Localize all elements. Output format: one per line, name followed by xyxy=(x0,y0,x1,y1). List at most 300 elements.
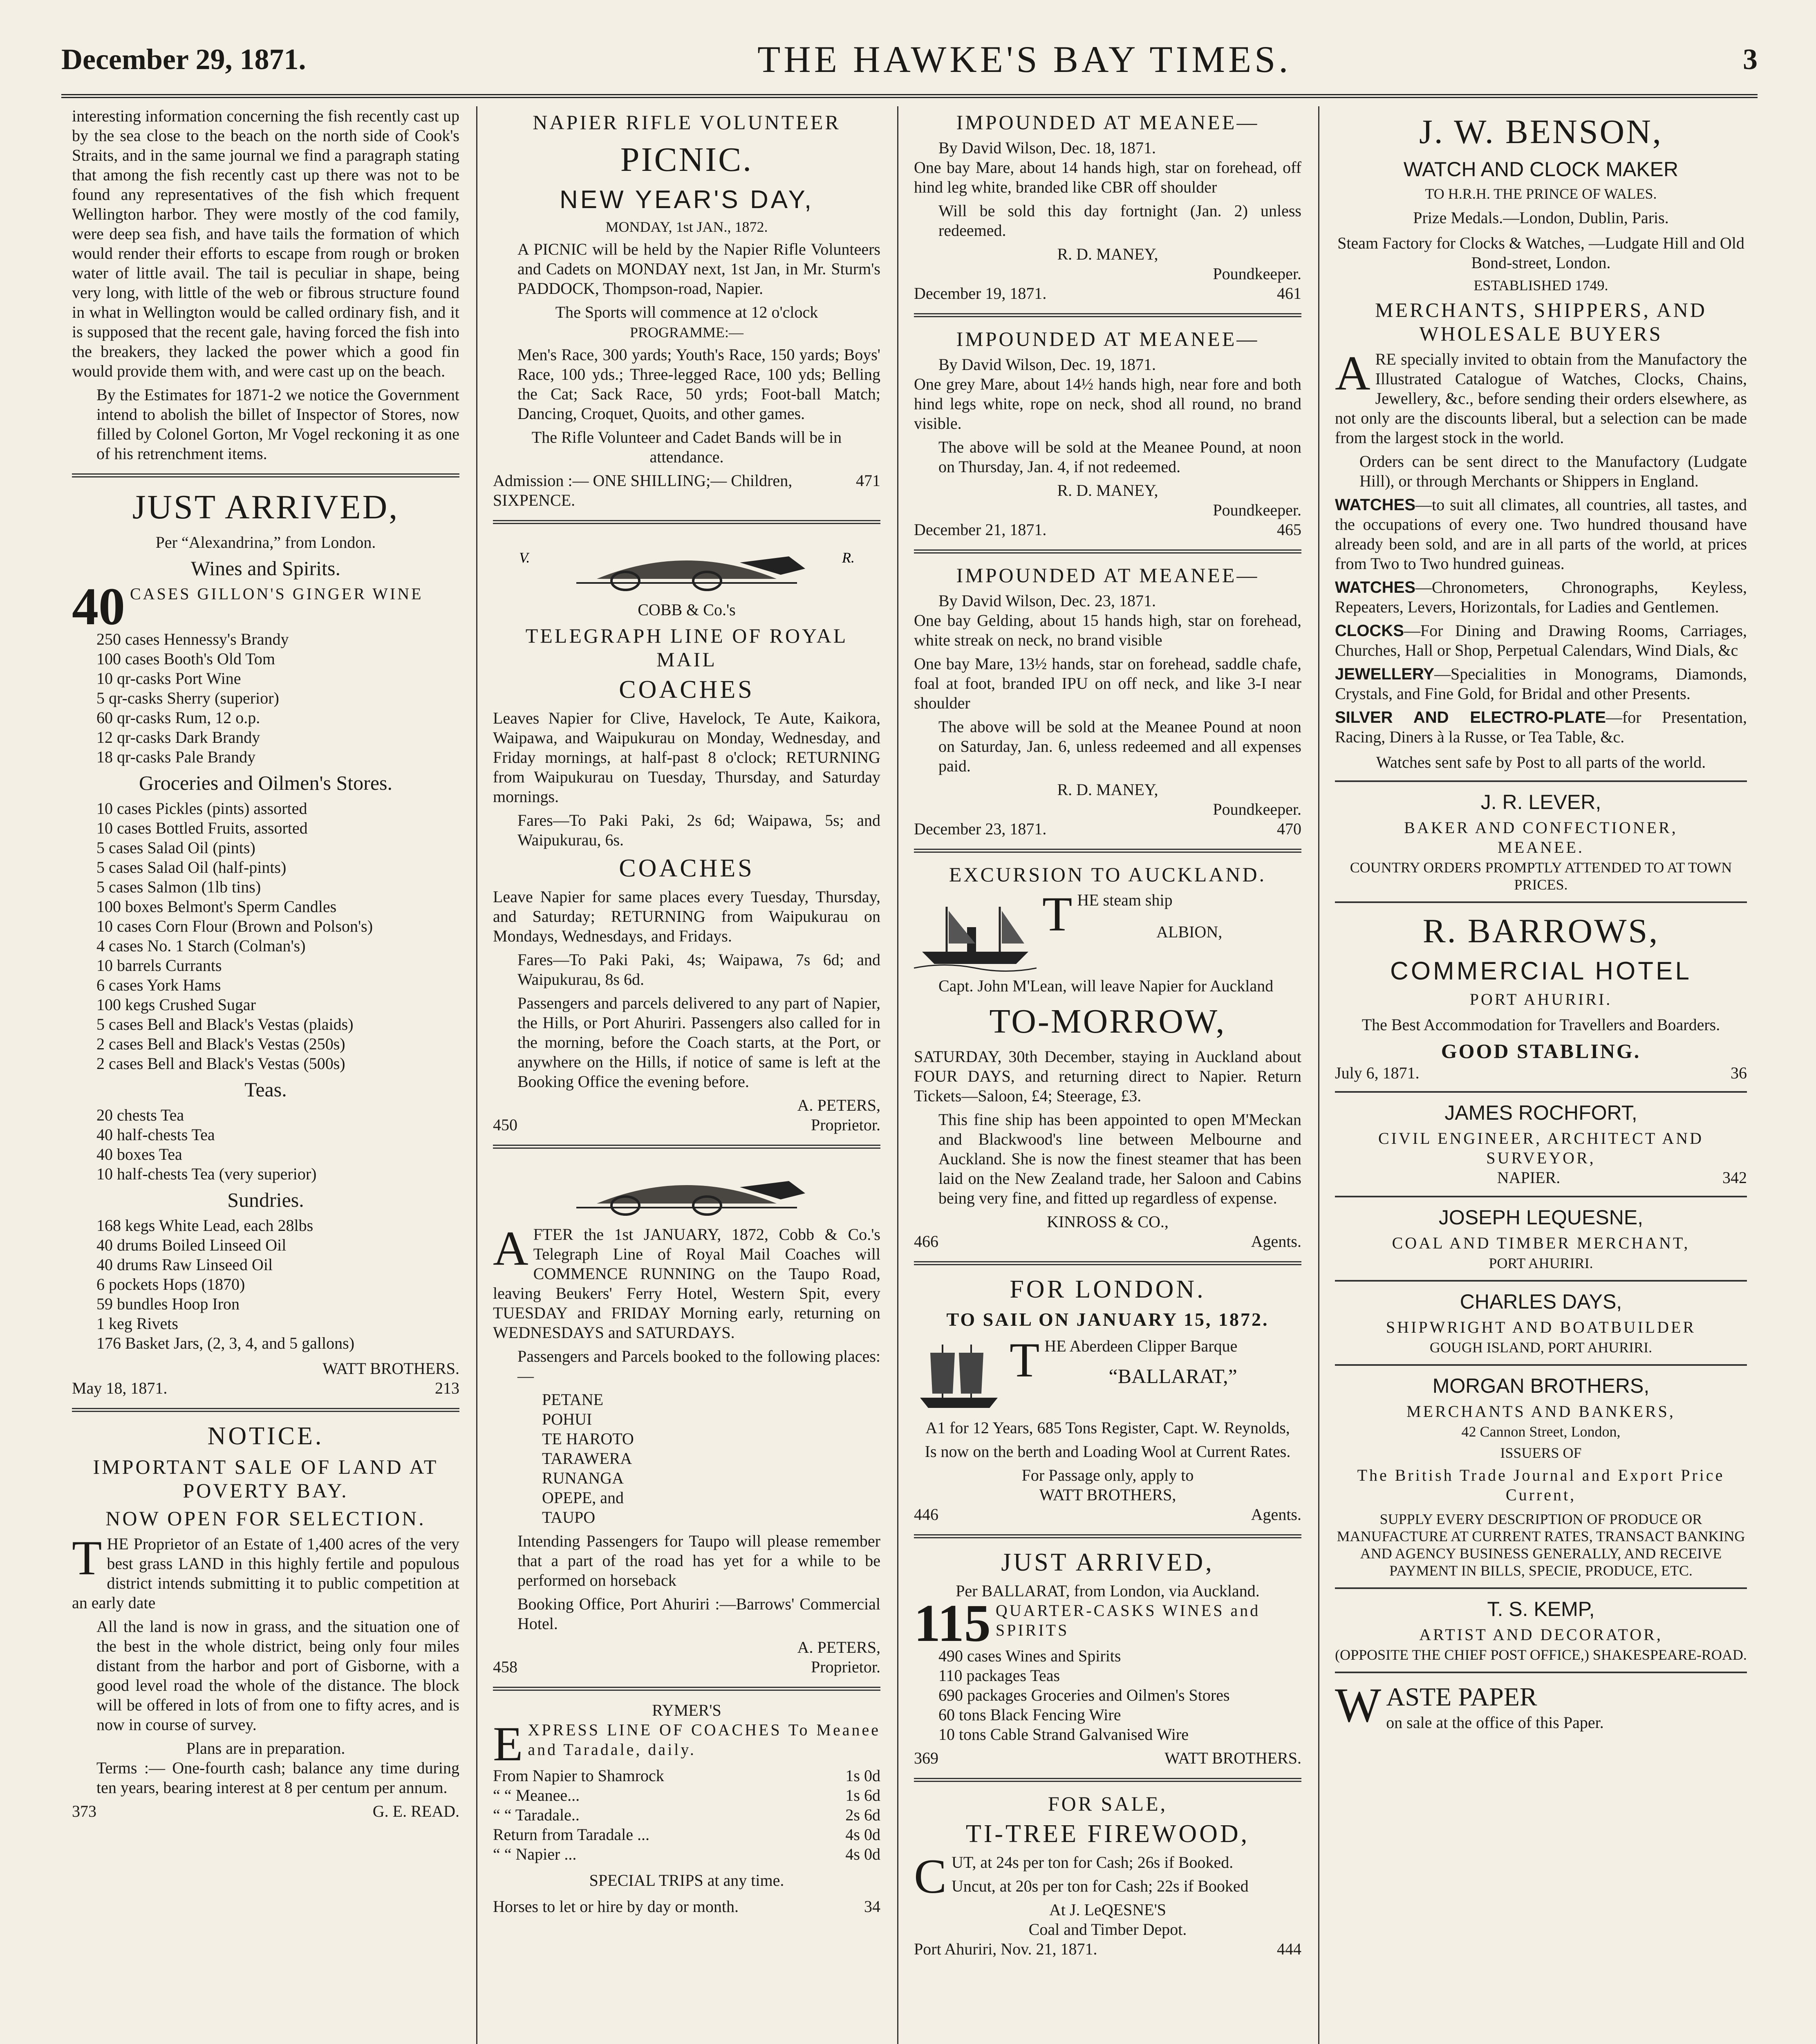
taupo-coach-ad xyxy=(493,1159,880,1677)
sail-date: TO SAIL ON JANUARY 15, 1872. xyxy=(946,1309,1269,1330)
fare-price: 4s 0d xyxy=(845,1845,880,1863)
notice-by: By David Wilson, Dec. 19, 1871. xyxy=(938,355,1156,374)
notice-footer xyxy=(914,520,1301,540)
morgan-ad xyxy=(1335,1374,1747,1579)
ad-paragraph: A PICNIC will be held by the Napier Rifle Volunteers and Cadets on MONDAY next, 1st Jan, in Mr. Sturm's PADDOCK, Thompson-road, Napier. xyxy=(517,240,880,298)
ad-footer xyxy=(493,471,880,510)
notice-keeper: Poundkeeper. xyxy=(1213,264,1301,283)
product-item xyxy=(1335,621,1747,660)
ad-captain: Capt. John M'Lean, will leave Napier for Auckland xyxy=(938,977,1274,995)
clipper-woodcut xyxy=(914,1336,1004,1418)
divider xyxy=(914,313,1301,317)
list-item: 1 keg Rivets xyxy=(96,1314,178,1333)
ad-signature: A. PETERS, xyxy=(797,1638,880,1656)
ad-agents: Agents. xyxy=(1251,1232,1301,1251)
product-name: WATCHES xyxy=(1335,578,1416,596)
notice-title: IMPOUNDED AT MEANEE— xyxy=(956,111,1259,134)
drop-cap: W xyxy=(1335,1678,1382,1732)
list-item: 18 qr-casks Pale Brandy xyxy=(96,747,256,766)
company-name: COBB & Co.'s xyxy=(638,601,736,619)
groceries-list xyxy=(72,799,459,1074)
masthead xyxy=(61,25,1758,98)
ad-title: FOR LONDON. xyxy=(1010,1275,1206,1303)
fare-price: 4s 0d xyxy=(845,1825,880,1844)
ad-paragraph: Is now on the berth and Loading Wool at Current Rates. xyxy=(925,1442,1291,1461)
fare-route: “ “ Napier ... xyxy=(493,1845,577,1863)
lead-text: QUARTER-CASKS WINES and SPIRITS xyxy=(995,1601,1261,1640)
notice-terms: Terms :— One-fourth cash; balance any time during ten years, bearing interest at 8 per centum per annum. xyxy=(96,1758,459,1797)
ad-day: NEW YEAR'S DAY, xyxy=(559,186,814,214)
notice-plans: Plans are in preparation. xyxy=(186,1739,345,1757)
fare-route: “ “ Taradale.. xyxy=(493,1806,580,1824)
impounded-notice-2 xyxy=(914,327,1301,540)
places-list xyxy=(493,1390,880,1527)
ad-line: HE steam ship xyxy=(1077,891,1173,909)
divider xyxy=(914,849,1301,853)
divider xyxy=(493,520,880,524)
ad-signature: WATT BROTHERS. xyxy=(1164,1748,1301,1767)
ad-line: XPRESS LINE OF COACHES To Meanee and Taradale, daily. xyxy=(528,1721,880,1759)
list-item: 6 pockets Hops (1870) xyxy=(96,1275,245,1293)
divider xyxy=(1335,1280,1747,1282)
notice-paragraph: HE Proprietor of an Estate of 1,400 acres of the very best grass LAND in this highly fertile and populous district intends submitting it to public competition at an early date xyxy=(72,1534,459,1612)
coaches-heading: COACHES xyxy=(619,676,755,704)
notice-paragraph: The above will be sold at the Meanee Pound at noon on Saturday, Jan. 6, unless redeemed and all expenses paid. xyxy=(938,717,1301,775)
fare-route: Return from Taradale ... xyxy=(493,1825,649,1844)
list-item: 2 cases Bell and Black's Vestas (250s) xyxy=(96,1034,345,1053)
list-item: 100 cases Booth's Old Tom xyxy=(96,649,275,668)
notice-signature: R. D. MANEY, xyxy=(1057,245,1158,263)
column-rule xyxy=(476,106,477,2044)
ad-title: NAPIER RIFLE VOLUNTEER xyxy=(533,111,841,134)
section-heading: Sundries. xyxy=(227,1188,304,1211)
page-number: 3 xyxy=(1743,43,1758,76)
fare-route: “ “ Meanee... xyxy=(493,1786,580,1804)
ad-footer xyxy=(493,1657,880,1677)
ad-trade: BAKER AND CONFECTIONER, xyxy=(1404,818,1678,837)
product-item xyxy=(1335,664,1747,704)
fare-row xyxy=(493,1845,880,1864)
ad-number: 458 xyxy=(493,1658,517,1676)
divider xyxy=(1335,1587,1747,1589)
ad-note: COUNTRY ORDERS PROMPTLY ATTENDED TO AT TOWN PRICES. xyxy=(1350,859,1732,893)
ad-paragraph: SATURDAY, 30th December, staying in Auckland about FOUR DAYS, and returning direct to Napier. Return Tickets—Saloon, £4; Steerage, £3. xyxy=(914,1047,1301,1105)
ad-number: 213 xyxy=(435,1378,459,1397)
impounded-notice-1 xyxy=(914,110,1301,303)
divider xyxy=(914,549,1301,554)
ad-number: 34 xyxy=(864,1897,880,1916)
columns xyxy=(61,106,1758,2044)
ad-place: PORT AHURIRI. xyxy=(1489,1255,1593,1271)
ad-line: HE Aberdeen Clipper Barque xyxy=(1044,1337,1238,1356)
ad-depot: Coal and Timber Depot. xyxy=(1028,1920,1187,1939)
rymer-coaches-ad xyxy=(493,1701,880,1916)
article-paragraph: interesting information concerning the fish recently cast up by the sea close to the beach on the north side of Cook's Straits, and in the same journal we find a paragraph stating that among the fish recently cast up there was not to be found any representatives of the fish which frequent Wellington harbor. They were mostly of the cod family, were deep sea fish, and have tails the formation of which would render their efforts to escape from rough or broken water of little avail. The tail is peculiar in shape, being very long, with little of the web or fibrous structure found in what in Wellington would be called ordinary fish, and it is supposed that the recent gale, having forced the fish into the breakers, they lacked the power which a good fin would provide them with, and were cast up on the beach. xyxy=(72,107,459,380)
notice-date: December 21, 1871. xyxy=(914,520,1047,539)
cut-letter-v: V. xyxy=(519,549,530,566)
article-paragraph: By the Estimates for 1871-2 we notice the Government intend to abolish the billet of Inspector of Stores, now filled by Colonel Gorton, Mr Vogel reckoning it as one of his retrenchment items. xyxy=(96,385,459,463)
notice-number: 470 xyxy=(1277,820,1301,838)
place-item: OPEPE, and xyxy=(542,1488,624,1507)
ad-fares: Fares—To Paki Paki, 4s; Waipawa, 7s 6d; and Waipukurau, 8s 6d. xyxy=(517,950,880,988)
days-ad xyxy=(1335,1290,1747,1356)
list-item: 10 cases Pickles (pints) assorted xyxy=(96,799,307,818)
drop-cap: T xyxy=(1010,1336,1040,1387)
ad-title: ASTE PAPER xyxy=(1386,1682,1537,1711)
ad-subtitle: Per BALLARAT, from London, via Auckland. xyxy=(956,1582,1260,1600)
ad-heading: PICNIC. xyxy=(620,141,753,179)
coaches-heading: COACHES xyxy=(619,854,755,882)
ad-paragraph: Passengers and parcels delivered to any part of Napier, the Hills, or Port Ahuriri. Passengers also called for in the morning, before the Coach starts, at the Port, or anywhere on the Hills, if notice of same is left at the Booking Office the evening before. xyxy=(517,994,880,1091)
notice-date: December 23, 1871. xyxy=(914,820,1047,838)
ad-apply: For Passage only, apply to xyxy=(1021,1466,1194,1485)
ad-name: CHARLES DAYS, xyxy=(1460,1290,1622,1313)
list-item: 100 boxes Belmont's Sperm Candles xyxy=(96,897,337,916)
ad-place: MEANEE. xyxy=(1498,838,1584,856)
ad-footer xyxy=(914,1748,1301,1768)
ship-block xyxy=(914,890,1301,976)
wines-lead xyxy=(72,584,459,630)
ad-number: 446 xyxy=(914,1505,938,1524)
divider xyxy=(1335,901,1747,903)
notice-subtitle: IMPORTANT SALE OF LAND AT POVERTY BAY. xyxy=(93,1455,439,1502)
ship-name: ALBION, xyxy=(1156,923,1223,941)
list-item: 5 cases Salad Oil (pints) xyxy=(96,838,255,857)
line-name: TELEGRAPH LINE OF ROYAL MAIL xyxy=(525,624,848,671)
cargo-list xyxy=(914,1646,1301,1744)
notice-footer xyxy=(72,1802,459,1821)
ad-trade: COAL AND TIMBER MERCHANT, xyxy=(1392,1234,1690,1252)
column-rule xyxy=(897,106,898,2044)
product-name: JEWELLERY xyxy=(1335,665,1434,683)
notice-paragraph: One bay Mare, about 14 hands high, star on forehead, off hind leg white, branded like CBR off shoulder xyxy=(914,158,1301,196)
teas-list xyxy=(72,1105,459,1184)
ad-name: T. S. KEMP, xyxy=(1487,1598,1595,1620)
ad-footer xyxy=(1335,1168,1747,1188)
column-2 xyxy=(482,106,891,2044)
ad-paragraph: A1 for 12 Years, 685 Tons Register, Capt. W. Reynolds, xyxy=(925,1419,1290,1437)
ad-paragraph: Intending Passengers for Taupo will please remember that a part of the road has yet for a while to be performed on horseback xyxy=(517,1532,880,1589)
notice-signature: G. E. READ. xyxy=(372,1802,459,1820)
issue-date: December 29, 1871. xyxy=(61,43,306,76)
list-item: 40 drums Raw Linseed Oil xyxy=(96,1255,273,1274)
ballarat-cargo-ad xyxy=(914,1548,1301,1768)
drop-cap: A xyxy=(493,1221,528,1275)
ad-title: JUST ARRIVED, xyxy=(132,488,399,526)
notice-title: IMPOUNDED AT MEANEE— xyxy=(956,564,1259,587)
list-item: 490 cases Wines and Spirits xyxy=(938,1646,1121,1665)
ad-established: ESTABLISHED 1749. xyxy=(1473,277,1608,294)
ad-paragraph: Orders can be sent direct to the Manufactory (Ludgate Hill), or through Merchants or Shippers in England. xyxy=(1359,452,1747,490)
ad-trade: SHIPWRIGHT AND BOATBUILDER xyxy=(1386,1318,1696,1336)
list-item: 60 qr-casks Rum, 12 o.p. xyxy=(96,708,260,727)
list-item: 40 drums Boiled Linseed Oil xyxy=(96,1235,287,1254)
ad-admission: Admission :— ONE SHILLING;— Children, SIXPENCE. xyxy=(493,471,793,509)
steamship-illustration xyxy=(914,890,1037,976)
coach-woodcut xyxy=(493,1159,880,1220)
ad-signature-title: Proprietor. xyxy=(811,1116,880,1134)
fare-row xyxy=(493,1766,880,1786)
ad-number: 444 xyxy=(1277,1939,1301,1958)
ad-footer xyxy=(72,1378,459,1398)
notice-paragraph: Will be sold this day fortnight (Jan. 2) unless redeemed. xyxy=(938,202,1301,240)
ad-tail: on sale at the office of this Paper. xyxy=(1386,1713,1604,1732)
place-item: POHUI xyxy=(542,1410,592,1428)
ad-trade: ARTIST AND DECORATOR, xyxy=(1419,1625,1663,1644)
ad-medals: Prize Medals.—London, Dublin, Paris. xyxy=(1413,208,1669,227)
product-name: SILVER AND ELECTRO-PLATE xyxy=(1335,708,1606,726)
drop-cap: E xyxy=(493,1717,523,1771)
ad-paragraph: This fine ship has been appointed to open M'Meckan and Blackwood's line between Melbourne and Auckland. She is now the finest steamer that has been laid on the New Zealand trade, her Saloon and Cabins being very fine, and fitted up regardless of expense. xyxy=(938,1110,1301,1207)
ad-number: 36 xyxy=(1731,1064,1747,1082)
section-heading: Teas. xyxy=(244,1078,287,1101)
list-item: 40 boxes Tea xyxy=(96,1145,182,1163)
lead-number: 115 xyxy=(914,1601,991,1646)
ad-sports: The Sports will commence at 12 o'clock xyxy=(555,303,818,321)
special-trips: SPECIAL TRIPS at any time. xyxy=(589,1871,784,1889)
list-item: 60 tons Black Fencing Wire xyxy=(938,1705,1121,1724)
place-item: TARAWERA xyxy=(542,1449,632,1468)
column-3 xyxy=(903,106,1312,2044)
ad-stabling: GOOD STABLING. xyxy=(1441,1040,1641,1062)
ad-title: RYMER'S xyxy=(652,1701,721,1719)
notice-subtitle: NOW OPEN FOR SELECTION. xyxy=(105,1506,426,1530)
notice-number: 465 xyxy=(1277,520,1301,539)
notice-by: By David Wilson, Dec. 18, 1871. xyxy=(938,139,1156,157)
product-description: —for Presentation, Racing, Diners à la Russe, or Tea Table, &c. xyxy=(1335,708,1747,746)
ad-signature-title: Proprietor. xyxy=(811,1658,880,1676)
ad-title: EXCURSION TO AUCKLAND. xyxy=(949,863,1267,886)
product-item xyxy=(1335,495,1747,574)
product-name: CLOCKS xyxy=(1335,622,1404,640)
drop-cap: A xyxy=(1335,346,1370,400)
divider xyxy=(72,473,459,477)
list-item: 59 bundles Hoop Iron xyxy=(96,1294,240,1313)
divider xyxy=(1335,780,1747,782)
notice-by: By David Wilson, Dec. 23, 1871. xyxy=(938,592,1156,610)
news-article xyxy=(72,106,459,464)
ad-name: R. BARROWS, xyxy=(1422,912,1659,950)
impounded-notice-3 xyxy=(914,563,1301,839)
ad-name: J. R. LEVER, xyxy=(1480,791,1601,814)
ad-paragraph: Leave Napier for same places every Tuesday, Thursday, and Saturday; RETURNING from Waipukurau on Mondays, Wednesdays, and Fridays. xyxy=(493,888,880,945)
product-description: —For Dining and Drawing Rooms, Carriages, Churches, Hall or Shop, Perpetual Calendars, Wind Dials, &c xyxy=(1335,621,1747,659)
firewood-ad xyxy=(914,1792,1301,1959)
place-item: PETANE xyxy=(542,1390,604,1409)
list-item: 168 kegs White Lead, each 28lbs xyxy=(96,1216,313,1235)
product-list xyxy=(1335,495,1747,747)
column-rule xyxy=(1318,106,1319,2044)
ad-signature: WATT BROTHERS. xyxy=(322,1359,459,1378)
ad-hotel: COMMERCIAL HOTEL xyxy=(1390,957,1692,985)
ad-number: 466 xyxy=(914,1232,938,1251)
cobb-coaches-ad xyxy=(493,534,880,1135)
ad-trade: CIVIL ENGINEER, ARCHITECT AND SURVEYOR, xyxy=(1378,1129,1704,1167)
ad-footer xyxy=(914,1232,1301,1251)
ad-place: NAPIER. xyxy=(1497,1168,1561,1187)
waste-paper-ad xyxy=(1335,1678,1747,1732)
ad-place: GOUGH ISLAND, PORT AHURIRI. xyxy=(1429,1339,1653,1356)
rochfort-ad xyxy=(1335,1101,1747,1188)
ad-title: FOR SALE, xyxy=(1048,1792,1168,1815)
fare-row xyxy=(493,1805,880,1825)
ad-date: MONDAY, 1st JAN., 1872. xyxy=(605,219,768,235)
product-name: WATCHES xyxy=(1335,496,1416,514)
divider xyxy=(914,1778,1301,1782)
lead-text: CASES GILLON'S GINGER WINE xyxy=(130,585,423,603)
ad-signature: A. PETERS, xyxy=(797,1096,880,1114)
fare-row xyxy=(493,1786,880,1805)
section-heading: Groceries and Oilmen's Stores. xyxy=(139,771,392,794)
notice-keeper: Poundkeeper. xyxy=(1213,501,1301,519)
ad-footer xyxy=(493,1115,880,1135)
ad-date: Port Ahuriri, Nov. 21, 1871. xyxy=(914,1939,1097,1958)
ad-footer xyxy=(914,1505,1301,1524)
ad-heading: TO-MORROW, xyxy=(989,1002,1226,1040)
watt-brothers-ad xyxy=(72,487,459,1398)
ad-fares: Fares—To Paki Paki, 2s 6d; Waipawa, 5s; and Waipukurau, 6s. xyxy=(517,811,880,849)
drop-cap: C xyxy=(914,1849,947,1903)
divider xyxy=(72,1408,459,1412)
list-item: 5 cases Salmon (1lb tins) xyxy=(96,877,261,896)
auckland-excursion-ad xyxy=(914,863,1301,1251)
notice-paragraph: One bay Mare, 13½ hands, star on forehead, saddle chafe, foal at foot, branded IPU on off neck, and like 3-I near shoulder xyxy=(914,654,1301,712)
product-description: —Chronometers, Chronographs, Keyless, Repeaters, Levers, Horizontals, for Ladies and Gentlemen. xyxy=(1335,578,1747,616)
place-item: TE HAROTO xyxy=(542,1430,634,1448)
ad-date: July 6, 1871. xyxy=(1335,1064,1420,1082)
newspaper-title: THE HAWKE'S BAY TIMES. xyxy=(757,38,1292,80)
list-item: 20 chests Tea xyxy=(96,1105,184,1124)
fares-table xyxy=(493,1766,880,1864)
notice-date: December 19, 1871. xyxy=(914,284,1047,303)
ad-paragraph: UT, at 24s per ton for Cash; 26s if Booked. xyxy=(952,1853,1234,1871)
ad-address: (OPPOSITE THE CHIEF POST OFFICE,) SHAKESPEARE-ROAD. xyxy=(1335,1647,1747,1663)
notice-number: 373 xyxy=(72,1802,96,1820)
fare-price: 1s 0d xyxy=(845,1766,880,1785)
ad-paragraph: Uncut, at 20s per ton for Cash; 22s if Booked xyxy=(952,1876,1249,1895)
barrows-ad xyxy=(1335,911,1747,1083)
ad-subheading: MERCHANTS, SHIPPERS, AND WHOLESALE BUYERS xyxy=(1375,298,1707,345)
ad-paragraph: RE specially invited to obtain from the Manufactory the Illustrated Catalogue of Watches, Clocks, Chains, Jewellery, &c., before sending their orders elsewhere, as not only are the discounts liberal, but a selection can be made from the largest stock in the world. xyxy=(1335,350,1747,447)
drop-cap: T xyxy=(1042,890,1073,941)
fare-route: From Napier to Shamrock xyxy=(493,1766,664,1785)
ad-factory: Steam Factory for Clocks & Watches, —Ludgate Hill and Old Bond-street, London. xyxy=(1337,234,1744,272)
product-description: —to suit all climates, all countries, all tastes, and the occupations of every one. Two hundred thousand have already been sold, and are in all parts of the world, at prices from Two to Two hundred guineas. xyxy=(1335,495,1747,573)
notice-paragraph: The above will be sold at the Meanee Pound, at noon on Thursday, Jan. 4, if not redeemed. xyxy=(938,438,1301,476)
clipper-illustration xyxy=(914,1336,1004,1418)
land-sale-notice xyxy=(72,1422,459,1821)
ad-name: JAMES ROCHFORT, xyxy=(1444,1101,1637,1124)
ad-paragraph: Leaves Napier for Clive, Havelock, Te Aute, Kaikora, Waipawa, and Waipukurau on Monday, Wednesday, and Friday mornings, at half-past 8 o'clock; RETURNING from Waipukurau on Tuesday, Thursday, and Saturday mornings. xyxy=(493,709,880,806)
ad-at: At J. LeQESNE'S xyxy=(1049,1900,1167,1919)
divider xyxy=(914,1534,1301,1538)
divider xyxy=(1335,1196,1747,1197)
divider xyxy=(493,1145,880,1149)
notice-signature: R. D. MANEY, xyxy=(1057,780,1158,799)
ad-title: JUST ARRIVED, xyxy=(1001,1549,1214,1577)
ship-block xyxy=(914,1336,1301,1418)
horses-line: Horses to let or hire by day or month. xyxy=(493,1897,739,1916)
notice-title: NOTICE. xyxy=(207,1422,324,1450)
list-item: 12 qr-casks Dark Brandy xyxy=(96,728,260,746)
picnic-ad xyxy=(493,110,880,510)
ad-title: J. W. BENSON, xyxy=(1419,113,1663,151)
list-item: 10 barrels Currants xyxy=(96,956,222,975)
notice-footer xyxy=(914,819,1301,839)
notice-footer xyxy=(914,284,1301,303)
coach-illustration xyxy=(493,534,880,595)
ad-paragraph: The Best Accommodation for Travellers and Boarders. xyxy=(1361,1015,1720,1034)
ad-footer xyxy=(493,1897,880,1916)
divider xyxy=(1335,1364,1747,1366)
place-item: TAUPO xyxy=(542,1508,596,1526)
ad-paragraph: Men's Race, 300 yards; Youth's Race, 150 yards; Boys' Race, 100 yds.; Three-legged Race, 100 yds; Belling the Cat; Sack Race, 50 yrds; Foot-ball Match; Dancing, Croquet, Quoits, and other games. xyxy=(517,345,880,423)
divider xyxy=(493,1687,880,1691)
benson-ad xyxy=(1335,112,1747,772)
divider xyxy=(1335,1672,1747,1673)
list-item: 10 half-chests Tea (very superior) xyxy=(96,1164,317,1183)
list-item: 10 cases Bottled Fruits, assorted xyxy=(96,818,308,837)
ad-trade: MERCHANTS AND BANKERS, xyxy=(1406,1402,1675,1421)
notice-number: 461 xyxy=(1277,284,1301,303)
london-sailing-ad xyxy=(914,1275,1301,1524)
ad-address: 42 Cannon Street, London, xyxy=(1461,1423,1621,1440)
list-item: 10 tons Cable Strand Galvanised Wire xyxy=(938,1725,1189,1744)
ad-signature: KINROSS & CO., xyxy=(1047,1213,1169,1231)
ad-paragraph: Passengers and Parcels booked to the following places:— xyxy=(517,1347,880,1385)
fare-row xyxy=(493,1825,880,1845)
ad-journal: The British Trade Journal and Export Price Current, xyxy=(1357,1466,1725,1504)
kemp-ad xyxy=(1335,1597,1747,1663)
column-4 xyxy=(1324,106,1758,2044)
ad-warrant: TO H.R.H. THE PRINCE OF WALES. xyxy=(1425,186,1657,202)
lead-number: 40 xyxy=(72,584,125,630)
ad-name: JOSEPH LEQUESNE, xyxy=(1438,1206,1644,1229)
notice-paragraph: One bay Gelding, about 15 hands high, star on forehead, white streak on neck, no brand visible xyxy=(914,611,1301,649)
sundries-list xyxy=(72,1216,459,1353)
ad-paragraph: FTER the 1st JANUARY, 1872, Cobb & Co.'s Telegraph Line of Royal Mail Coaches will COMMENCE RUNNING on the Taupo Road, leaving Beukers' Ferry Hotel, Western Spit, every TUESDAY and FRIDAY Morning early, returning on WEDNESDAYS and SATURDAYS. xyxy=(493,1225,880,1342)
ad-number: 471 xyxy=(856,471,880,490)
list-item: 4 cases No. 1 Starch (Colman's) xyxy=(96,936,306,955)
ad-number: 369 xyxy=(914,1748,938,1767)
fare-price: 2s 6d xyxy=(845,1806,880,1824)
list-item: 2 cases Bell and Black's Vestas (500s) xyxy=(96,1054,345,1073)
list-item: 40 half-chests Tea xyxy=(96,1125,215,1144)
list-item: 10 qr-casks Port Wine xyxy=(96,669,241,688)
ad-signature: WATT BROTHERS, xyxy=(1039,1486,1176,1504)
notice-title: IMPOUNDED AT MEANEE— xyxy=(956,327,1259,350)
cargo-lead xyxy=(914,1601,1301,1646)
product-description: —Specialities in Monograms, Diamonds, Crystals, and Fine Gold, for Bridal and other Presents. xyxy=(1335,665,1747,703)
fare-price: 1s 6d xyxy=(845,1786,880,1804)
coach-illustration-2 xyxy=(493,1159,880,1220)
ad-services: SUPPLY EVERY DESCRIPTION OF PRODUCE OR MANUFACTURE AT CURRENT RATES, TRANSACT BANKING AND AGENCY BUSINESS GENERALLY, AND RECEIVE PAYMENT IN BILLS, SPECIE, PRODUCE, ETC. xyxy=(1337,1511,1745,1579)
ad-name: MORGAN BROTHERS, xyxy=(1432,1374,1650,1397)
list-item: 250 cases Hennessy's Brandy xyxy=(96,630,289,648)
notice-paragraph: All the land is now in grass, and the situation one of the best in the whole district, being only four miles distant from the harbor and port of Gisborne, with a good level road the whole of the distance. The block will be offered in lots of from one to fifty acres, and is now in course of survey. xyxy=(96,1617,459,1734)
ad-place: PORT AHURIRI. xyxy=(1469,990,1612,1009)
coach-woodcut xyxy=(493,534,880,595)
ad-date: May 18, 1871. xyxy=(72,1378,168,1397)
ad-footer xyxy=(914,1939,1301,1959)
ad-number: 450 xyxy=(493,1116,517,1134)
place-item: RUNANGA xyxy=(542,1469,624,1487)
divider xyxy=(914,1261,1301,1265)
wines-list xyxy=(72,630,459,767)
divider xyxy=(1335,1091,1747,1093)
list-item: 110 packages Teas xyxy=(938,1666,1060,1685)
notice-paragraph: One grey Mare, about 14½ hands high, near fore and both hind legs white, rope on neck, shod all round, no brand visible. xyxy=(914,375,1301,433)
